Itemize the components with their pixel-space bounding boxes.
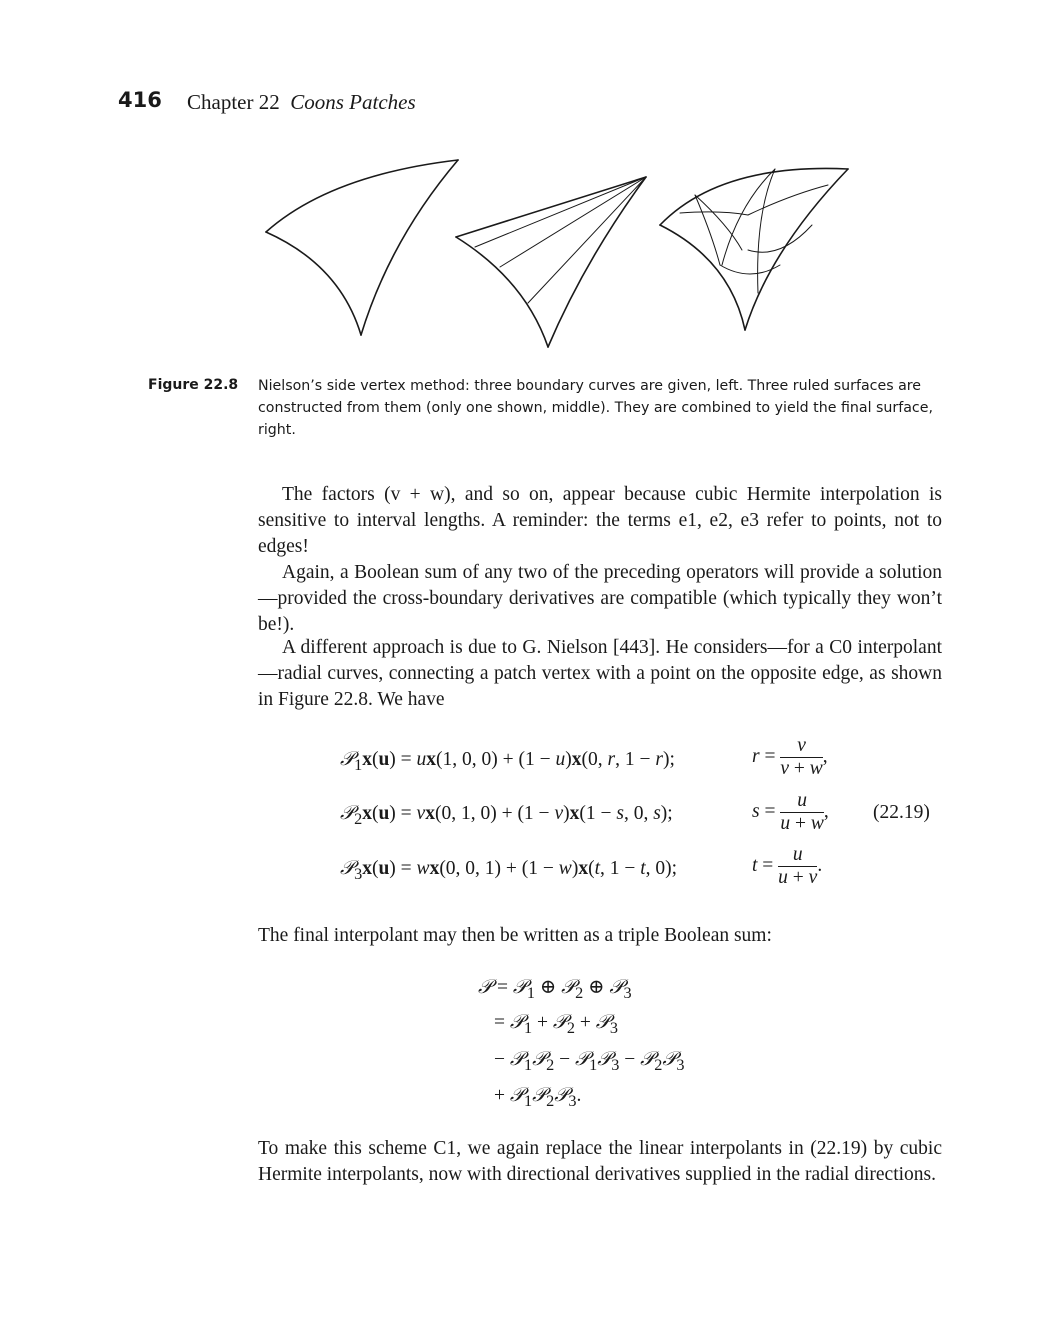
equation-number: (22.19) xyxy=(873,802,930,823)
final-surface-edge-right xyxy=(745,169,848,330)
equation-s-def: s = $\frac{u}{u + w}$ , xyxy=(752,790,829,834)
figure-label: Figure 22.8 xyxy=(148,377,239,393)
page-number: 416 xyxy=(118,88,162,112)
paragraph-5: To make this scheme C1, we again replace the linear interpolants in (22.19) by cubic Hermite interpolants, now with directional derivatives supplied in the radial directions. xyxy=(258,1138,942,1185)
boolean-sum-line-4: + 𝒫$_1$𝒫$_2$𝒫$_3$. xyxy=(494,1085,582,1110)
final-surface-edge-left xyxy=(660,225,745,330)
paragraph-2: Again, a Boolean sum of any two of the preceding operators will provide a solution—provided the cross-boundary derivatives are compatible (which typically they won’t be!). xyxy=(258,562,942,635)
paragraph-1: The factors (v + w), and so on, appear because cubic Hermite interpolation is sensitive to interval lengths. A reminder: the terms e1, e2, e3 refer to points, not to edges! xyxy=(258,484,942,557)
equation-p2: 𝒫$_2$x(u) = vx(0, 1, 0) + (1 − v)x(1 − s, 0, s); xyxy=(340,803,673,828)
figure-caption: Nielson’s side vertex method: three boundary curves are given, left. Three ruled surfaces are constructed from them (only one shown, middle). They are combined to yield the final surface, right. xyxy=(258,378,933,438)
paragraph-3: A different approach is due to G. Nielson [443]. He considers—for a C0 interpolant—radial curves, connecting a patch vertex with a point on the opposite edge, as shown in Figure 22.8. We have xyxy=(258,637,942,710)
boundary-curve-left-left xyxy=(266,232,361,335)
ruled-surface-edge-left xyxy=(456,237,548,347)
chapter-label: Chapter 22 xyxy=(187,90,280,114)
running-header xyxy=(187,90,416,115)
final-surface-edge-top xyxy=(660,168,848,225)
boolean-sum-line-1: 𝒫 = 𝒫$_1$ ⊕ 𝒫$_2$ ⊕ 𝒫$_3$ xyxy=(478,977,632,1002)
figure-nielson-side-vertex xyxy=(250,155,870,355)
boundary-curve-left-right xyxy=(361,160,458,335)
paragraph-4: The final interpolant may then be written as a triple Boolean sum: xyxy=(258,925,772,946)
ruled-surface-rulings xyxy=(475,177,646,303)
equation-t-def: t = $\frac{u}{u + v}$ . xyxy=(752,844,823,888)
equation-r-def: r = $\frac{v}{v + w}$ , xyxy=(752,735,828,779)
boolean-sum-line-2: = 𝒫$_1$ + 𝒫$_2$ + 𝒫$_3$ xyxy=(494,1012,618,1037)
equation-p1: 𝒫$_1$x(u) = ux(1, 0, 0) + (1 − u)x(0, r, 1 − r); xyxy=(340,749,675,774)
chapter-title: Coons Patches xyxy=(290,90,416,114)
equation-p3: 𝒫$_3$x(u) = wx(0, 0, 1) + (1 − w)x(t, 1 − t, 0); xyxy=(340,858,678,883)
final-surface-radial-curves xyxy=(680,169,828,293)
boolean-sum-line-3: − 𝒫$_1$𝒫$_2$ − 𝒫$_1$𝒫$_3$ − 𝒫$_2$𝒫$_3$ xyxy=(494,1049,685,1074)
